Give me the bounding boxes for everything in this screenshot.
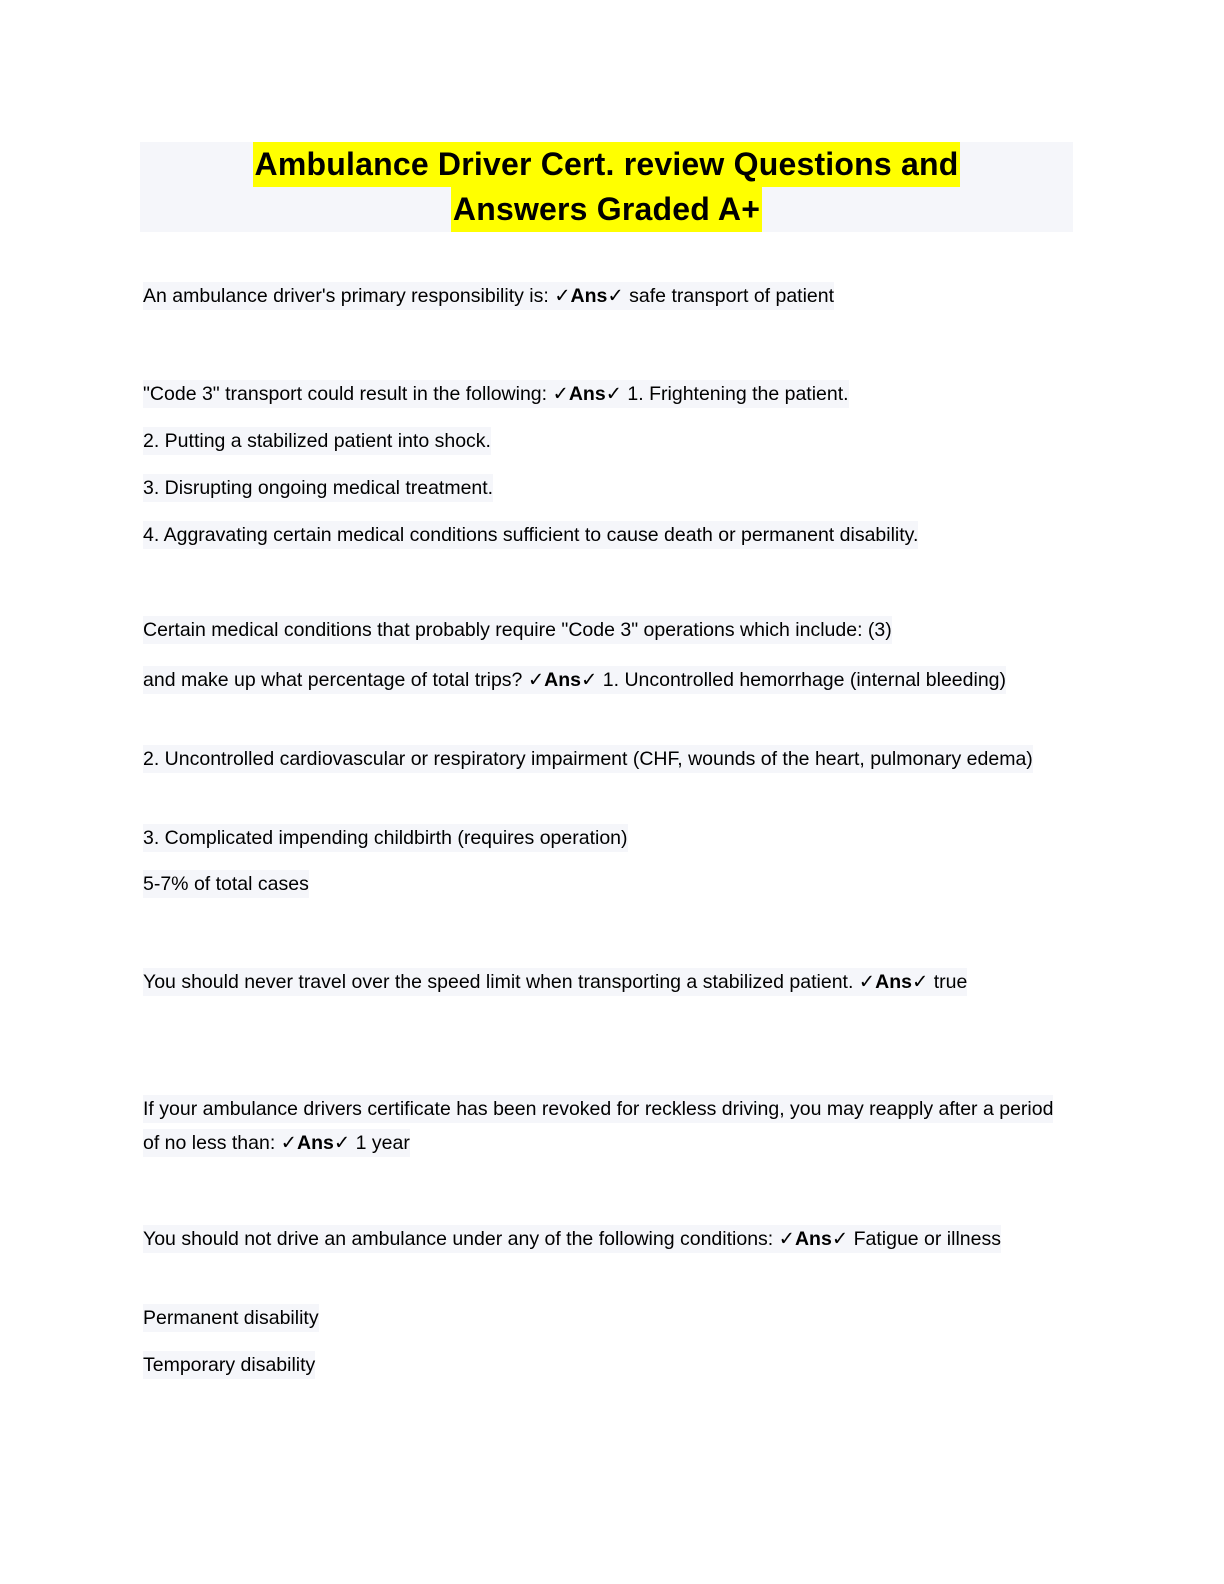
question-text: You should not drive an ambulance under any of the following conditions: xyxy=(143,1228,779,1250)
question-text: and make up what percentage of total trips? xyxy=(143,669,528,691)
question-text-pre: Certain medical conditions that probably require "Code 3" operations which include: (3) xyxy=(143,616,892,644)
document-title-line-1: Ambulance Driver Cert. review Questions and xyxy=(253,142,961,187)
answer-marker: ✓Ans✓ xyxy=(778,1228,849,1250)
qa-item-5 xyxy=(143,1092,1073,1160)
answer-marker: ✓Ans✓ xyxy=(554,285,624,307)
document-title-line-2: Answers Graded A+ xyxy=(451,187,762,232)
qa-2-text xyxy=(143,380,849,408)
qa-item-4 xyxy=(143,966,1073,998)
answer-text: 1. Frightening the patient. xyxy=(622,383,849,405)
answer-line: 5-7% of total cases xyxy=(143,870,309,898)
qa-item-2 xyxy=(143,378,1073,410)
qa-3-line-2 xyxy=(143,743,1073,775)
answer-line: 3. Disrupting ongoing medical treatment. xyxy=(143,474,493,502)
answer-marker: ✓Ans✓ xyxy=(858,971,929,993)
qa-2-line-2 xyxy=(143,425,1073,457)
answer-marker: ✓Ans✓ xyxy=(280,1132,351,1154)
answer-line: 3. Complicated impending childbirth (requires operation) xyxy=(143,824,628,852)
question-text: "Code 3" transport could result in the following: xyxy=(143,383,553,405)
answer-line: Permanent disability xyxy=(143,1304,319,1332)
answer-marker: ✓Ans✓ xyxy=(552,383,623,405)
question-text: If your ambulance drivers certificate has been revoked for reckless driving, you may reapply after a period of no less than: xyxy=(143,1098,1054,1154)
qa-item-3-intro xyxy=(143,614,1073,646)
qa-6-line-2 xyxy=(143,1302,1073,1334)
qa-3-text xyxy=(143,666,1006,694)
answer-line: 4. Aggravating certain medical conditions sufficient to cause death or permanent disability. xyxy=(143,521,918,549)
qa-6-text xyxy=(143,1225,1001,1253)
qa-item-6 xyxy=(143,1223,1073,1255)
qa-3-line-3 xyxy=(143,822,1073,854)
answer-line: Temporary disability xyxy=(143,1351,315,1379)
question-text: An ambulance driver's primary responsibility is: xyxy=(143,285,555,307)
document-title-block xyxy=(140,142,1073,232)
qa-2-line-3 xyxy=(143,472,1073,504)
qa-1-text xyxy=(143,282,834,310)
qa-item-1 xyxy=(143,280,1073,312)
answer-text: Fatigue or illness xyxy=(848,1228,1001,1250)
qa-4-text xyxy=(143,968,967,996)
qa-item-3 xyxy=(143,664,1073,696)
qa-6-line-3 xyxy=(143,1349,1073,1381)
answer-marker: ✓Ans✓ xyxy=(527,669,598,691)
qa-2-line-4 xyxy=(143,519,1073,551)
question-text: You should never travel over the speed limit when transporting a stabilized patient. xyxy=(143,971,859,993)
qa-5-text xyxy=(143,1095,1053,1157)
answer-line: 2. Putting a stabilized patient into shock. xyxy=(143,427,491,455)
qa-3-line-4 xyxy=(143,868,1073,900)
answer-text: true xyxy=(928,971,968,993)
title-line-1-wrap xyxy=(140,142,1073,187)
title-line-2-wrap xyxy=(140,187,1073,232)
answer-text: 1 year xyxy=(350,1132,410,1154)
answer-text: safe transport of patient xyxy=(623,285,835,307)
answer-line: 2. Uncontrolled cardiovascular or respiratory impairment (CHF, wounds of the heart, pulmonary edema) xyxy=(143,745,1033,773)
answer-text: 1. Uncontrolled hemorrhage (internal bleeding) xyxy=(597,669,1007,691)
